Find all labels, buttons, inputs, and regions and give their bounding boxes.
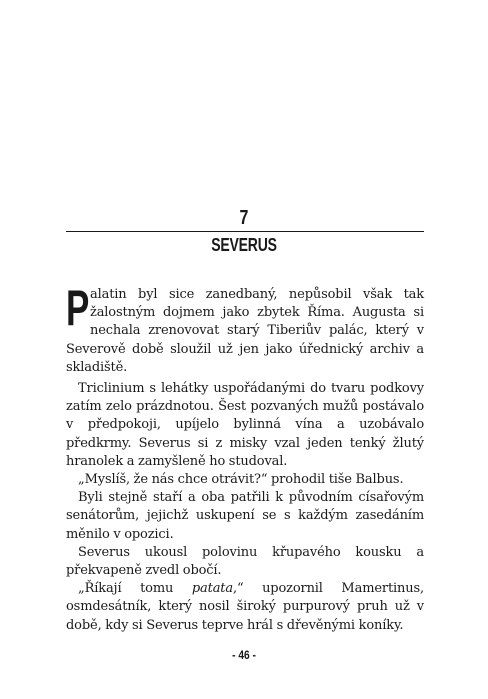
page-number: - 46 - <box>232 648 256 662</box>
chapter-title: SEVERUS <box>211 235 277 255</box>
drop-cap: P <box>66 280 90 336</box>
paragraph-6-start: „Říkají tomu <box>78 581 192 597</box>
paragraph-3: „Myslíš, že nás chce otrávit?“ prohodil tiše Balbus. <box>78 472 404 488</box>
paragraph-1-text: alatin byl sice zanedbaný, nepůsobil však tak žalostným dojmem jako zbytek Říma. Augusta si nechala zrenovovat starý Tiberiův palác, který v Severově době sloužil už jen jako úřednický archiv a skladiště. <box>66 287 424 375</box>
paragraph-1 <box>66 280 424 377</box>
chapter-body <box>66 280 425 635</box>
paragraph-6-end: ,“ upozornil Mamertinus, osmdesátník, který nosil široký purpurový pruh už v době, kdy si Severus teprve hrál s dřevěnými koníky. <box>66 581 425 633</box>
paragraph-5: Severus ukousl polovinu křupavého kousku a překvapeně zvedl obočí. <box>66 544 424 579</box>
chapter-number: 7 <box>239 207 249 229</box>
paragraph-6 <box>66 580 424 635</box>
paragraph-6-italic: patata <box>191 581 233 597</box>
paragraph-4: Byli stejně staří a oba patřili k původním císařovým senátorům, jejichž uskupení se s každým zasedáním měnilo v opozici. <box>66 490 424 542</box>
chapter-divider <box>66 231 424 232</box>
paragraph-2: Triclinium s lehátky uspořádanými do tvaru podkovy zatím zelo prázdnotou. Šest pozvaných mužů postávalo v předpokoji, upíjelo bylinná vína a uzobávalo předkrmy. Severus si z misky vzal jeden tenký žlutý hranolek a zamyšleně ho studoval. <box>66 381 424 469</box>
